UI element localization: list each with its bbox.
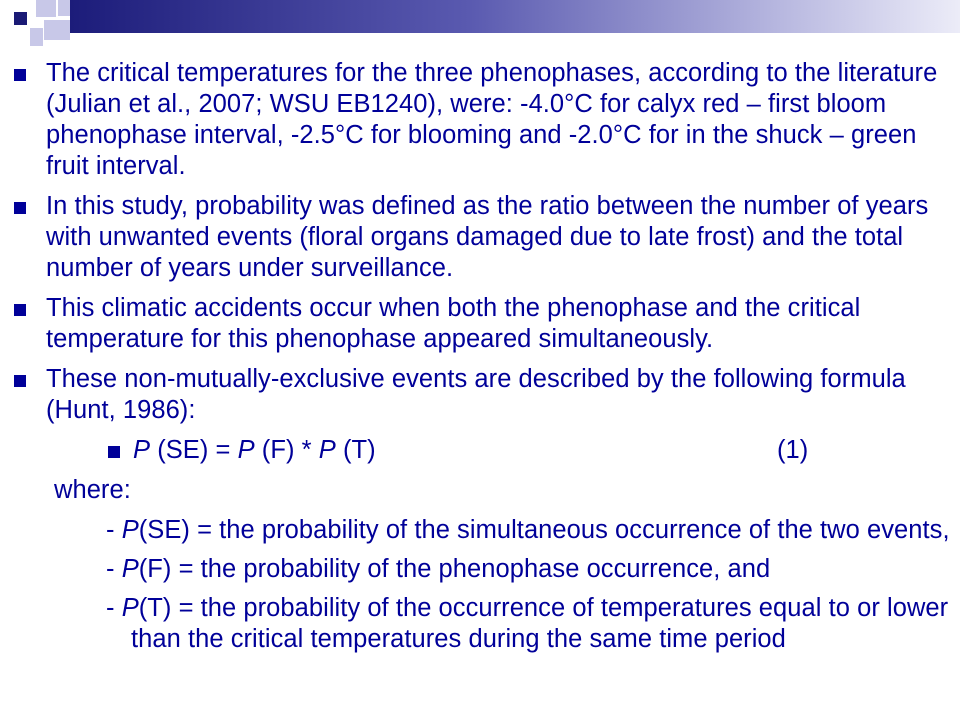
formula-se-term: (SE) = xyxy=(150,436,238,464)
definition-term: (F) = xyxy=(138,555,201,583)
bullet-text: In this study, probability was defined as the ratio between the number of years with unwanted events (floral organs damaged due to late frost) and the total number of years under surveillance. xyxy=(46,192,929,282)
definition-dash: - xyxy=(106,516,122,544)
corner-square-lavender-2 xyxy=(44,20,70,40)
definition-item xyxy=(106,554,952,585)
definition-term: (T) = xyxy=(138,594,201,622)
definition-p: P xyxy=(121,555,139,583)
bullet-text: These non-mutually-exclusive events are described by the following formula (Hunt, 1986): xyxy=(46,365,906,424)
formula-number: (1) xyxy=(777,436,809,464)
formula-line xyxy=(14,435,952,466)
definition-dash: - xyxy=(106,594,122,622)
slide-content xyxy=(14,58,952,663)
formula-p-f: P xyxy=(237,436,255,464)
header-gradient-bar xyxy=(70,0,960,33)
square-bullet-icon xyxy=(108,446,120,458)
definition-item xyxy=(106,593,952,655)
square-bullet-icon xyxy=(14,375,26,387)
formula-expression xyxy=(133,435,376,466)
definition-text: the probability of the simultaneous occurrence of the two events, xyxy=(219,516,950,544)
square-bullet-icon xyxy=(14,202,26,214)
formula-p-t: P xyxy=(318,436,336,464)
formula-t-term: (T) xyxy=(335,436,376,464)
definition-term: (SE) = xyxy=(138,516,220,544)
definitions-list xyxy=(14,515,952,655)
corner-square-navy-1 xyxy=(14,12,27,25)
definition-p: P xyxy=(121,516,139,544)
bullet-item xyxy=(14,293,952,355)
formula-f-term: (F) * xyxy=(254,436,319,464)
corner-square-lavender-1 xyxy=(36,0,56,17)
corner-square-lavender-4 xyxy=(58,0,70,16)
definition-text: the probability of the phenophase occurrence, and xyxy=(200,555,771,583)
bullet-text: This climatic accidents occur when both the phenophase and the critical temperature for this phenophase appeared simultaneously. xyxy=(46,294,861,353)
formula-p-se: P xyxy=(133,436,151,464)
definition-item xyxy=(106,515,952,546)
square-bullet-icon xyxy=(14,69,26,81)
where-label: where: xyxy=(54,476,131,504)
bullet-item xyxy=(14,58,952,182)
definition-dash: - xyxy=(106,555,122,583)
bullet-item xyxy=(14,191,952,284)
bullet-item xyxy=(14,364,952,426)
corner-square-lavender-3 xyxy=(30,28,43,46)
definition-p: P xyxy=(121,594,139,622)
bullet-text: The critical temperatures for the three phenophases, according to the literature (Julian et al., 2007; WSU EB1240), were: -4.0°C for calyx red – first bloom phenophase interval, -2.5°C for blooming and -2.0°C for in the shuck – green fruit interval. xyxy=(46,59,938,180)
square-bullet-icon xyxy=(14,304,26,316)
definition-text: the probability of the occurrence of temperatures equal to or lower than the critical temperatures during the same time period xyxy=(131,594,949,653)
